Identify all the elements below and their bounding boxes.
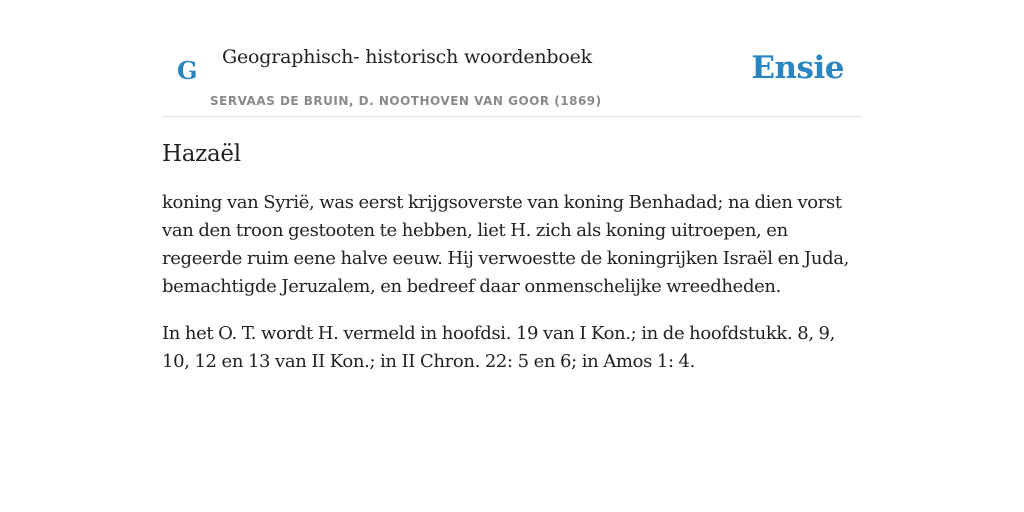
book-authors: SERVAAS DE BRUIN, D. NOOTHOVEN VAN GOOR (1869)	[210, 94, 602, 108]
entry-title: Hazaël	[162, 141, 241, 167]
ensie-logo-link[interactable]: Ensie	[751, 50, 844, 86]
book-title-link[interactable]: Geographisch- historisch woordenboek	[222, 46, 592, 68]
entry-paragraph: koning van Syrië, was eerst krijgsoverste van koning Benhadad; na dien vorst van den troon gestooten te hebben, liet H. zich als koning uitroepen, en regeerde ruim eene halve eeuw. Hij verwoestte de koningrijken Israël en Juda, bemachtigde Jeruzalem, en bedreef daar onmenschelijke wreedheden.	[162, 192, 850, 297]
header	[162, 44, 862, 117]
book-logo-icon[interactable]: G	[177, 56, 198, 85]
entry-paragraph: In het O. T. wordt H. vermeld in hoofdsi. 19 van I Kon.; in de hoofdstukk. 8, 9, 10, 12 en 13 van II Kon.; in II Chron. 22: 5 en 6; in Amos 1: 4.	[162, 323, 836, 372]
page	[162, 0, 862, 376]
